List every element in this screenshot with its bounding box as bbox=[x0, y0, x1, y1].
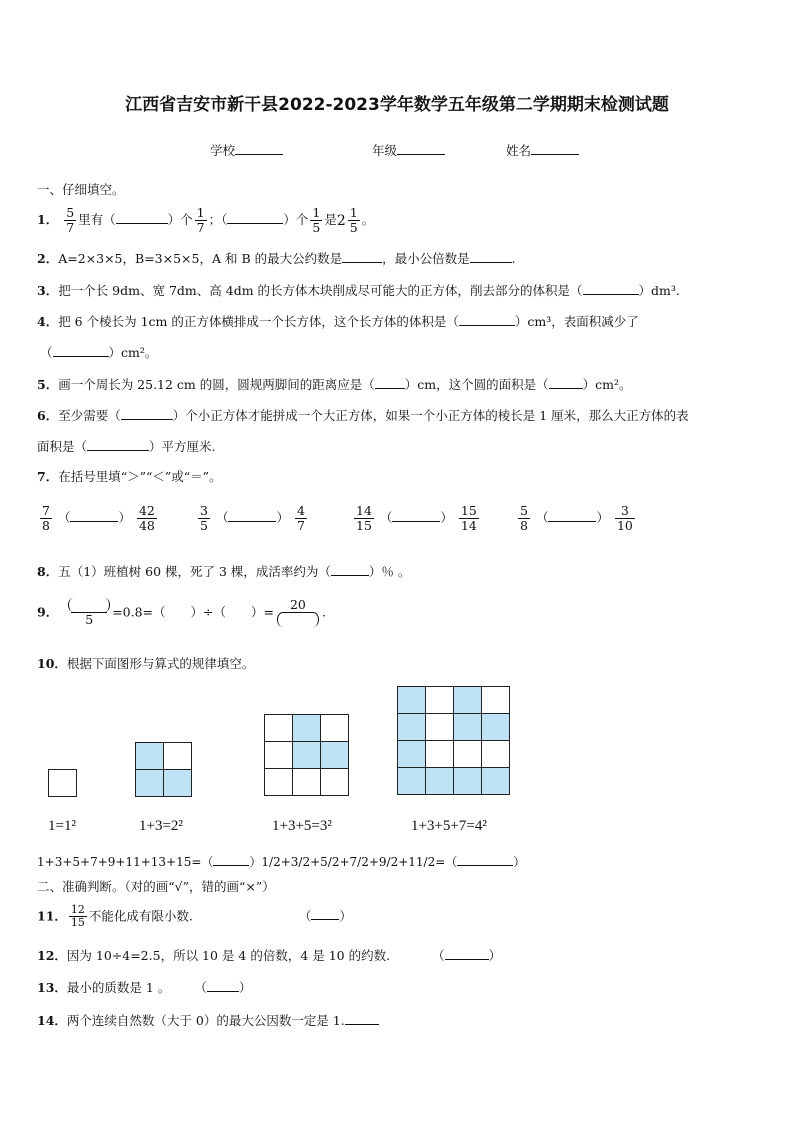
name-label: 姓名 bbox=[506, 143, 532, 158]
answer-blank[interactable] bbox=[116, 211, 168, 224]
compare-pair-3: $\frac{14}{15}$ （ ） $\frac{15}{14}$ bbox=[356, 503, 477, 533]
page-title: 江西省吉安市新干县2022-2023学年数学五年级第二学期期末检测试题 bbox=[125, 95, 669, 115]
square-figure-4 bbox=[397, 686, 510, 795]
question-10: 10．根据下面图形与算式的规律填空。 bbox=[37, 656, 255, 671]
denominator-blank[interactable] bbox=[277, 612, 319, 627]
question-10-blanks: 1+3+5+7+9+11+13+15=（ ）1/2+3/2+5/2+7/2+9/2+11/2=（ ） bbox=[37, 855, 526, 869]
question-4-cont: （ ）cm²。 bbox=[40, 345, 158, 360]
caption-2: 1+3=2² bbox=[139, 818, 183, 834]
answer-blank[interactable] bbox=[583, 282, 639, 295]
answer-blank[interactable] bbox=[228, 509, 276, 522]
question-3: 3．把一个长 9dm、宽 7dm、高 4dm 的长方体木块削成尽可能大的正方体，削去部分的体积是（ ）dm³. bbox=[37, 283, 680, 298]
compare-pair-1: $\frac{7}{8}$ （ ） $\frac{42}{48}$ bbox=[42, 503, 155, 533]
compare-pair-2: $\frac{3}{5}$ （ ） $\frac{4}{7}$ bbox=[200, 503, 305, 533]
question-2: 2．A=2×3×5，B=3×5×5，A 和 B 的最大公约数是 ，最小公倍数是 . bbox=[37, 251, 516, 266]
square-figure-2 bbox=[135, 742, 192, 797]
answer-blank[interactable] bbox=[227, 211, 283, 224]
caption-4: 1+3+5+7=4² bbox=[411, 818, 487, 834]
answer-blank[interactable] bbox=[53, 344, 109, 357]
question-9: 9． 5 =0.8=（ ）÷（ ）= 20 . bbox=[37, 597, 326, 627]
answer-blank[interactable] bbox=[345, 1012, 379, 1025]
square-figure-1 bbox=[48, 769, 77, 797]
answer-blank[interactable] bbox=[121, 407, 173, 420]
answer-blank[interactable] bbox=[459, 313, 515, 326]
numerator-blank[interactable] bbox=[68, 598, 110, 612]
question-6-cont: 面积是（ ）平方厘米. bbox=[37, 439, 216, 454]
school-field[interactable] bbox=[210, 141, 283, 159]
answer-blank[interactable] bbox=[392, 509, 440, 522]
caption-3: 1+3+5=3² bbox=[272, 818, 332, 834]
square-figure-3 bbox=[264, 714, 349, 796]
grade-label: 年级 bbox=[372, 143, 398, 158]
grade-field[interactable] bbox=[372, 141, 445, 159]
answer-blank[interactable] bbox=[548, 509, 596, 522]
question-8: 8．五（1）班植树 60 棵，死了 3 棵，成活率约为（ ）％ 。 bbox=[37, 564, 411, 579]
answer-blank[interactable] bbox=[549, 376, 583, 389]
answer-blank[interactable] bbox=[445, 947, 489, 960]
question-12: 12．因为 10÷4=2.5，所以 10 是 4 的倍数，4 是 10 的约数. （ ） bbox=[37, 948, 502, 963]
answer-blank[interactable] bbox=[331, 563, 369, 576]
question-13: 13．最小的质数是 1 。 （ ） bbox=[37, 980, 252, 995]
question-11: 11． $\frac{12}{15}$ 不能化成有限小数. （ ） bbox=[37, 903, 352, 929]
answer-blank[interactable] bbox=[375, 376, 405, 389]
compare-pair-4: $\frac{5}{8}$ （ ） $\frac{3}{10}$ bbox=[520, 503, 633, 533]
answer-blank[interactable] bbox=[470, 250, 512, 263]
answer-blank[interactable] bbox=[87, 438, 149, 451]
answer-blank[interactable] bbox=[342, 250, 382, 263]
caption-1: 1=1² bbox=[48, 818, 76, 834]
section-1-heading: 一、仔细填空。 bbox=[37, 182, 125, 197]
question-1: 1． $\frac{5}{7}$ 里有（ ）个 $\frac{1}{7}$ ；（ ）个 $\frac{1}{5}$ 是 2 $\frac{1}{5}$ 。 bbox=[37, 205, 375, 235]
question-5: 5．画一个周长为 25.12 cm 的圆，圆规两脚间的距离应是（ ）cm，这个圆的面积是（ ）cm²。 bbox=[37, 377, 632, 392]
answer-blank[interactable] bbox=[311, 907, 339, 920]
question-4: 4．把 6 个棱长为 1cm 的正方体横排成一个长方体，这个长方体的体积是（ ）cm³，表面积减少了 bbox=[37, 314, 639, 329]
question-6: 6．至少需要（ ）个小正方体才能拼成一个大正方体，如果一个小正方体的棱长是 1 厘米，那么大正方体的表 bbox=[37, 408, 689, 423]
answer-blank[interactable] bbox=[207, 979, 239, 992]
answer-blank[interactable] bbox=[70, 509, 118, 522]
section-2-heading: 二、准确判断。（对的画“√”，错的画“×”） bbox=[37, 879, 275, 894]
question-7: 7．在括号里填“＞”“＜”或“＝”。 bbox=[37, 469, 222, 484]
answer-blank[interactable] bbox=[457, 853, 513, 866]
school-label: 学校 bbox=[210, 143, 236, 158]
question-14: 14．两个连续自然数（大于 0）的最大公因数一定是 1. bbox=[37, 1012, 379, 1029]
name-field[interactable] bbox=[506, 141, 579, 159]
answer-blank[interactable] bbox=[213, 853, 249, 866]
